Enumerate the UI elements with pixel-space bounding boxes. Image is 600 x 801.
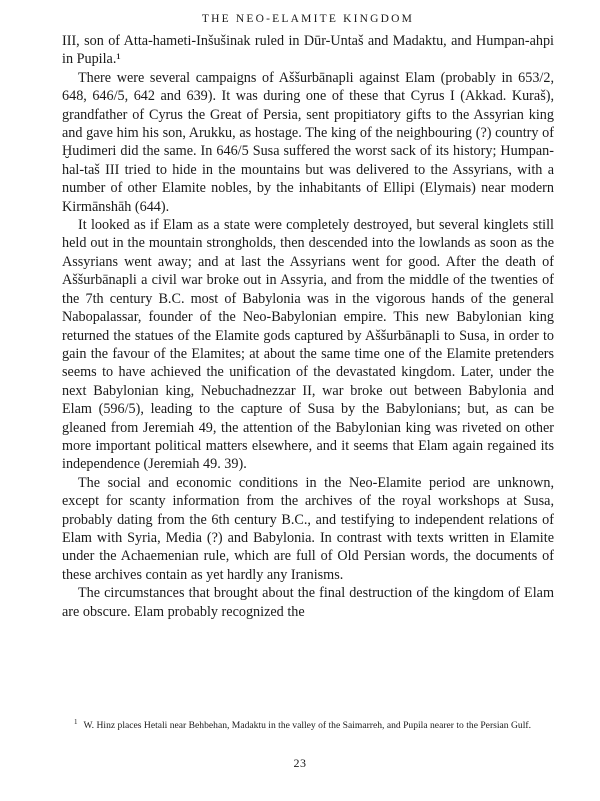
paragraph-continuation: III, son of Atta-hameti-Inšušinak ruled in Dūr-Untaš and Madaktu, and Humpan-ahpi in Pupila.¹ — [62, 33, 554, 68]
footnote-text: W. Hinz places Hetali near Behbehan, Madaktu in the valley of the Saimarreh, and Pupila nearer to the Persian Gulf. — [83, 720, 531, 732]
paragraph-campaigns: There were several campaigns of Aššurbānapli against Elam (probably in 653/2, 648, 646/5, 642 and 639). It was during one of these that Cyrus I (Akkad. Kuraš), grandfather of Cyrus the Great of Persia, sent propitiatory gifts to the Assyrian king and gave him his son, Arukku, as hostage. The king of the neighbouring (?) country of Ḫudimeri did the same. In 646/5 Susa suffered the worst sack of its history; Humpan-hal-taš III tried to hide in the mountains but was delivered to the Assyrians, with a number of other Elamite nobles, by the inhabitants of Ellipi (Elymais) near modern Kirmānshāh (644). — [62, 69, 554, 215]
paragraph-social-conditions: The social and economic conditions in the Neo-Elamite period are unknown, except for scanty information from the archives of the royal workshops at Susa, probably dating from the 6th century B.C., and testifying to independent relations of Elam with Syria, Media (?) and Babylonia. In contrast with texts written in Elamite under the Achaemenian rule, which are full of Old Persian words, the documents of these archives contain as yet hardly any Iranisms. — [62, 474, 554, 583]
paragraph-elam-state: It looked as if Elam as a state were completely destroyed, but several kinglets still held out in the mountain strongholds, then descended into the lowlands as soon as the Assyrians went away; and at last the Assyrians went for good. After the death of Aššurbānapli a civil war broke out in Assyria, and from the middle of the twenties of the 7th century B.C. most of Babylonia was in the vigorous hands of the general Nabopalassar, founder of the Neo-Babylonian empire. This new Babylonian king returned the statues of the Elamite gods captured by Aššurbānapli to Susa, in order to gain the favour of the Elamites; at about the same time one of the Elamite pretenders seems to have achieved the unification of the devastated kingdom. Later, under the next Babylonian king, Nebuchadnezzar II, war broke out between Babylonia and Elam (596/5), leading to the capture of Susa by the Babylonians; but, as can be gleaned from Jeremiah 49, the attention of the Babylonian king was riveted on other more important political matters elsewhere, and it seems that Elam again regained its independence (Jeremiah 49. 39). — [62, 217, 554, 473]
page-body — [62, 12, 554, 621]
footnote-mark: 1 — [74, 718, 78, 726]
page-number: 23 — [293, 756, 307, 770]
footnote — [74, 716, 552, 732]
paragraph-final-destruction: The circumstances that brought about the final destruction of the kingdom of Elam are obscure. Elam probably recognized the — [62, 585, 554, 620]
running-head: THE NEO-ELAMITE KINGDOM — [201, 13, 415, 25]
